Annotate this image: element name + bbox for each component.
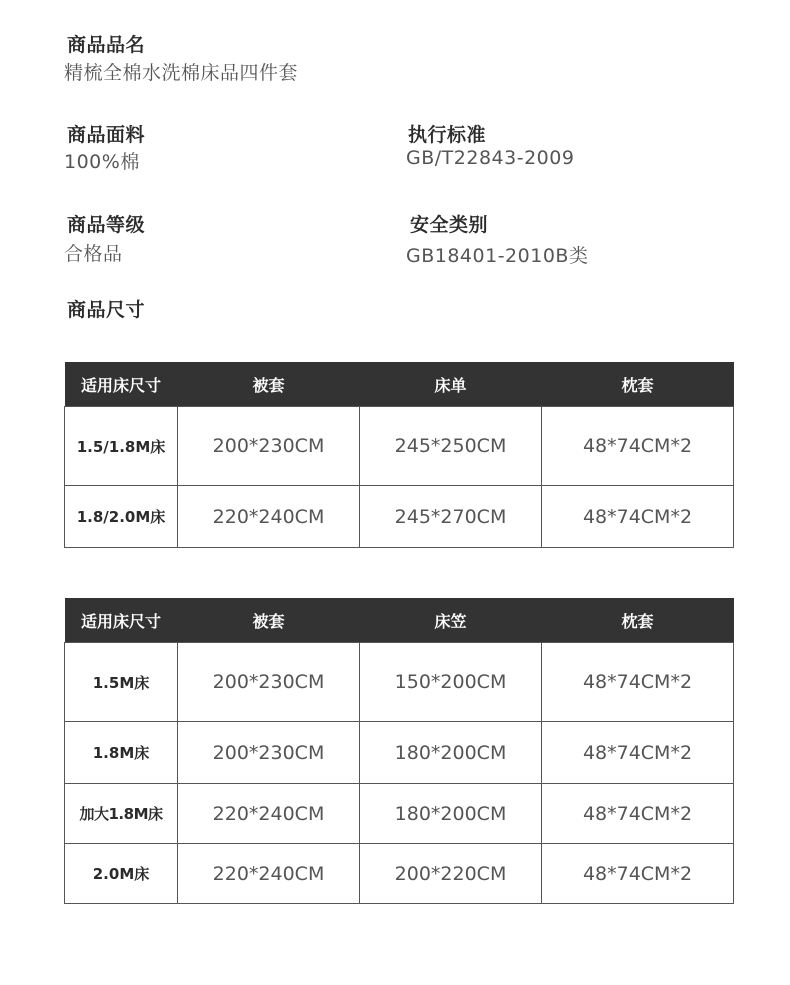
table-header-row — [65, 362, 734, 407]
row-pillowcase-size: 48*74CM*2 — [542, 784, 734, 844]
header-duvet: 被套 — [178, 598, 360, 643]
grade-value: 合格品 — [64, 243, 123, 265]
fabric-label: 商品面料 — [67, 124, 146, 146]
grade-label: 商品等级 — [67, 214, 146, 236]
table-header-row — [65, 598, 734, 643]
safety-label: 安全类别 — [410, 214, 489, 236]
size-table-sheet — [64, 362, 734, 548]
row-bed-size: 1.5/1.8M床 — [65, 407, 178, 486]
header-sheet: 床单 — [360, 362, 542, 407]
row-bed-size: 1.8/2.0M床 — [65, 486, 178, 548]
size-label: 商品尺寸 — [67, 299, 146, 321]
header-pillowcase: 枕套 — [542, 362, 734, 407]
header-fitted-sheet: 床笠 — [360, 598, 542, 643]
size-table-fitted — [64, 598, 734, 904]
row-pillowcase-size: 48*74CM*2 — [542, 844, 734, 904]
row-bed-size: 1.5M床 — [65, 643, 178, 722]
header-bed-size: 适用床尺寸 — [65, 362, 178, 407]
row-duvet-size: 220*240CM — [178, 784, 360, 844]
standard-label: 执行标准 — [408, 124, 487, 146]
row-duvet-size: 220*240CM — [178, 486, 360, 548]
header-bed-size: 适用床尺寸 — [65, 598, 178, 643]
product-name-value: 精梳全棉水洗棉床品四件套 — [64, 62, 299, 84]
row-fitted-sheet-size: 200*220CM — [360, 844, 542, 904]
row-duvet-size: 200*230CM — [178, 407, 360, 486]
row-pillowcase-size: 48*74CM*2 — [542, 486, 734, 548]
table-row — [65, 722, 734, 784]
table-row — [65, 844, 734, 904]
fabric-value: 100%棉 — [64, 151, 140, 173]
table-row — [65, 486, 734, 548]
row-pillowcase-size: 48*74CM*2 — [542, 722, 734, 784]
safety-value: GB18401-2010B类 — [406, 245, 589, 267]
header-pillowcase: 枕套 — [542, 598, 734, 643]
row-bed-size: 2.0M床 — [65, 844, 178, 904]
row-bed-size: 1.8M床 — [65, 722, 178, 784]
header-duvet: 被套 — [178, 362, 360, 407]
row-duvet-size: 220*240CM — [178, 844, 360, 904]
product-name-label: 商品品名 — [67, 34, 146, 56]
row-pillowcase-size: 48*74CM*2 — [542, 407, 734, 486]
table-row — [65, 643, 734, 722]
table-row — [65, 407, 734, 486]
row-pillowcase-size: 48*74CM*2 — [542, 643, 734, 722]
table-row — [65, 784, 734, 844]
row-sheet-size: 245*250CM — [360, 407, 542, 486]
row-fitted-sheet-size: 150*200CM — [360, 643, 542, 722]
standard-value: GB/T22843-2009 — [406, 147, 575, 169]
row-bed-size: 加大1.8M床 — [65, 784, 178, 844]
row-fitted-sheet-size: 180*200CM — [360, 784, 542, 844]
row-fitted-sheet-size: 180*200CM — [360, 722, 542, 784]
row-duvet-size: 200*230CM — [178, 643, 360, 722]
row-duvet-size: 200*230CM — [178, 722, 360, 784]
row-sheet-size: 245*270CM — [360, 486, 542, 548]
